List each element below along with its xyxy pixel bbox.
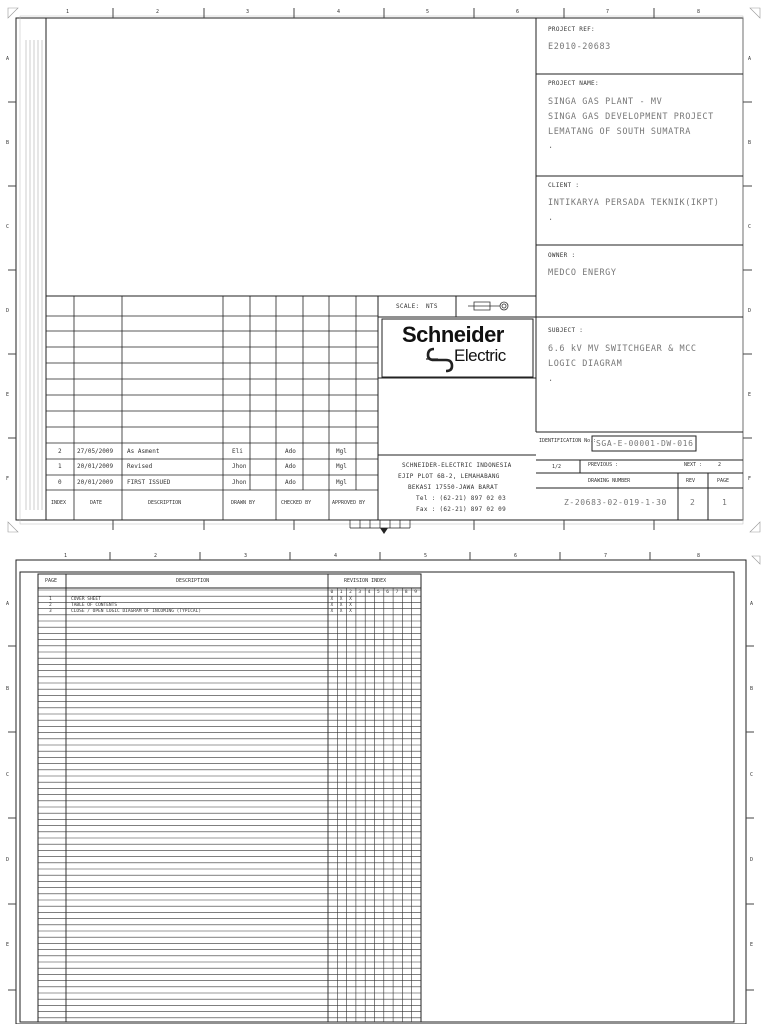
toc-revision-number: 9: [414, 590, 417, 595]
revision-description: Revised: [127, 463, 153, 470]
toc-description: TABLE OF CONTENTS: [71, 603, 118, 609]
revision-description: As Asment: [127, 448, 160, 455]
grid-row-label: B: [6, 686, 10, 692]
header-index: INDEX: [51, 500, 67, 506]
header-checked: CHECKED BY: [281, 500, 312, 506]
grid-row-label: E: [6, 392, 10, 398]
project-name-line: .: [548, 141, 554, 151]
grid-col-label: 5: [424, 553, 428, 559]
toc-revision-mark: X: [349, 609, 352, 615]
grid-col-label: 8: [697, 9, 701, 15]
toc-header-revision: REVISION INDEX: [344, 578, 387, 584]
owner-line: MEDCO ENERGY: [548, 268, 617, 278]
toc-revision-mark: X: [330, 597, 334, 602]
header-approved: APPROVED BY: [332, 500, 366, 506]
table-of-contents-sheet: [0, 548, 768, 1024]
subject-line: 6.6 kV MV SWITCHGEAR & MCC: [548, 344, 697, 354]
toc-revision-mark: X: [349, 603, 352, 609]
grid-row-label: C: [6, 772, 10, 778]
company-line: Tel : (62-21) 897 02 03: [416, 495, 506, 502]
rev-value: 2: [690, 498, 696, 507]
toc-description: COVER SHEET: [71, 597, 101, 602]
rev-label: REV: [686, 478, 696, 484]
grid-row-label: F: [6, 476, 10, 482]
client-line: .: [548, 213, 554, 223]
revision-approved: Mgl: [336, 479, 347, 486]
revision-date: 20/01/2009: [77, 479, 114, 486]
project-name-label: PROJECT NAME:: [548, 80, 599, 87]
revision-index: 0: [58, 479, 62, 486]
grid-row-label: E: [750, 942, 754, 948]
project-name-line: SINGA GAS DEVELOPMENT PROJECT: [548, 112, 714, 122]
revision-drawn: Jhon: [232, 463, 247, 470]
toc-revision-mark: X: [339, 597, 343, 602]
project-name-line: LEMATANG OF SOUTH SUMATRA: [548, 127, 691, 137]
grid-row-label: B: [750, 686, 754, 692]
revision-description: FIRST ISSUED: [127, 479, 171, 486]
grid-col-label: 5: [426, 9, 430, 15]
grid-row-label: A: [6, 56, 10, 62]
page-value: 1: [722, 498, 728, 507]
toc-revision-number: 6: [386, 590, 390, 595]
toc-revision-number: 3: [358, 590, 362, 595]
toc-header-description: DESCRIPTION: [176, 578, 210, 584]
grid-row-label: A: [6, 601, 10, 607]
grid-col-label: 1: [66, 9, 70, 15]
revision-approved: Mgl: [336, 448, 347, 455]
grid-row-label: E: [748, 392, 752, 398]
grid-col-label: 3: [246, 9, 250, 15]
grid-row-label: C: [6, 224, 10, 230]
drawing-number-value: Z-20683-02-019-1-30: [564, 498, 667, 507]
toc-revision-number: 1: [339, 590, 343, 595]
grid-row-label: B: [6, 140, 10, 146]
previous-label: PREVIOUS :: [588, 462, 619, 468]
grid-row-label: D: [750, 857, 754, 863]
grid-row-label: C: [748, 224, 752, 230]
revision-checked: Ado: [285, 448, 296, 455]
grid-col-label: 3: [244, 553, 248, 559]
header-description: DESCRIPTION: [148, 500, 182, 506]
revision-date: 27/05/2009: [77, 448, 114, 455]
grid-col-label: 8: [697, 553, 701, 559]
page-label: PAGE: [717, 478, 730, 484]
identification-value: SGA-E-00001-DW-016: [596, 439, 694, 448]
revision-index: 2: [58, 448, 62, 455]
toc-revision-mark: X: [349, 597, 352, 602]
revision-approved: Mgl: [336, 463, 347, 470]
grid-row-label: D: [6, 308, 10, 314]
grid-col-label: 2: [154, 553, 158, 559]
header-date: DATE: [90, 500, 103, 506]
grid-col-label: 1: [64, 553, 68, 559]
toc-revision-number: 5: [377, 590, 380, 595]
scale-label: SCALE:: [396, 303, 420, 310]
toc-revision-mark: X: [339, 603, 343, 609]
company-line: EJIP PLOT 6B-2, LEMAHABANG: [398, 473, 500, 480]
sheet-fraction: 1/2: [552, 464, 562, 470]
grid-col-label: 7: [606, 9, 610, 15]
grid-row-label: F: [748, 476, 752, 482]
grid-col-label: 7: [604, 553, 608, 559]
schneider-logo: [384, 321, 532, 375]
toc-description: CLOSE / OPEN LOGIC DIAGRAM OF INCOMING (TYPICAL): [71, 609, 202, 615]
grid-row-label: D: [6, 857, 10, 863]
next-value: 2: [718, 462, 722, 468]
grid-col-label: 6: [514, 553, 518, 559]
toc-header-page: PAGE: [45, 578, 58, 584]
client-line: INTIKARYA PERSADA TEKNIK(IKPT): [548, 198, 720, 208]
toc-revision-number: 0: [330, 590, 334, 595]
company-line: BEKASI 17550-JAWA BARAT: [408, 484, 498, 491]
toc-revision-mark: X: [330, 609, 334, 615]
grid-row-label: D: [748, 308, 752, 314]
identification-label: IDENTIFICATION No.:: [539, 438, 597, 444]
toc-revision-number: 8: [404, 590, 408, 595]
grid-col-label: 4: [337, 9, 341, 15]
toc-revision-mark: X: [339, 609, 343, 615]
logo-text-schneider: Schneider: [402, 322, 504, 347]
revision-index: 1: [58, 463, 62, 470]
toc-revision-number: 4: [367, 590, 371, 595]
toc-revision-number: 2: [349, 590, 352, 595]
subject-line: LOGIC DIAGRAM: [548, 359, 623, 369]
grid-row-label: E: [6, 942, 10, 948]
project-ref-label: PROJECT REF:: [548, 26, 595, 33]
toc-frame: [0, 548, 768, 1024]
company-line: SCHNEIDER-ELECTRIC INDONESIA: [402, 462, 512, 469]
revision-drawn: Eli: [232, 448, 243, 455]
revision-date: 20/01/2009: [77, 463, 114, 470]
logo-text-electric: Electric: [454, 346, 506, 365]
grid-col-label: 6: [516, 9, 520, 15]
revision-drawn: Jhon: [232, 479, 247, 486]
scale-value: NTS: [426, 303, 438, 310]
project-name-line: SINGA GAS PLANT - MV: [548, 97, 663, 107]
toc-grid-lines: [38, 588, 421, 1022]
next-label: NEXT :: [684, 462, 703, 468]
toc-revision-number: 7: [395, 590, 399, 595]
revision-checked: Ado: [285, 479, 296, 486]
company-line: Fax : (62-21) 897 02 09: [416, 506, 506, 513]
grid-row-label: B: [748, 140, 752, 146]
drawing-number-label: DRAWING NUMBER: [588, 478, 631, 484]
toc-page-number: 2: [49, 603, 52, 609]
grid-row-label: A: [750, 601, 754, 607]
client-label: CLIENT :: [548, 182, 580, 189]
grid-col-label: 4: [334, 553, 338, 559]
subject-line: .: [548, 374, 554, 384]
grid-row-label: C: [750, 772, 754, 778]
subject-label: SUBJECT :: [548, 327, 584, 334]
toc-revision-mark: X: [330, 603, 334, 609]
grid-row-label: A: [748, 56, 752, 62]
toc-page-number: 3: [49, 609, 52, 615]
grid-col-label: 2: [156, 9, 160, 15]
header-drawn: DRAWN BY: [231, 500, 256, 506]
toc-page-number: 1: [49, 597, 52, 602]
owner-label: OWNER :: [548, 252, 576, 259]
project-ref-value: E2010-20683: [548, 42, 611, 52]
revision-checked: Ado: [285, 463, 296, 470]
